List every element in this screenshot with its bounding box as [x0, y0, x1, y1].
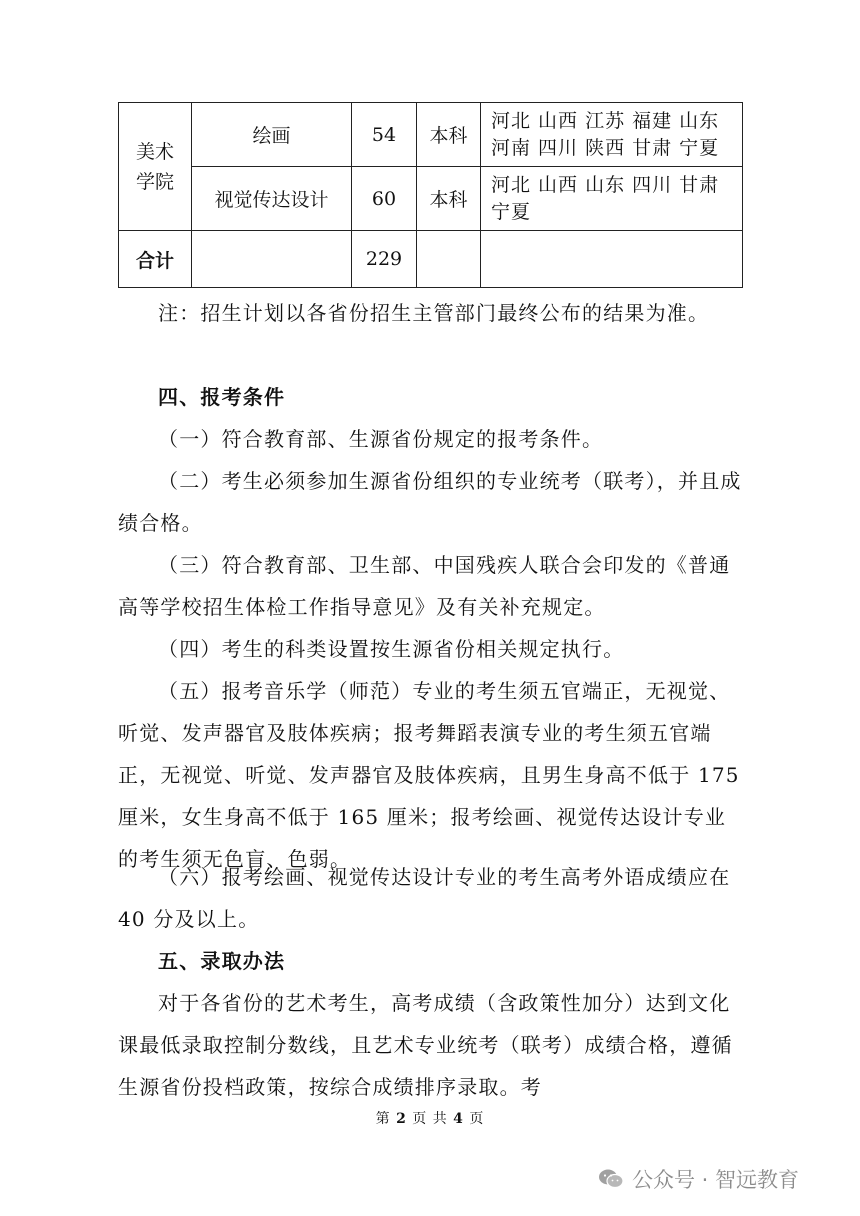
provinces-line: 河南 四川 陕西 甘肃 宁夏: [491, 136, 720, 159]
count-cell: 60: [352, 167, 417, 231]
condition-6: （六）报考绘画、视觉传达设计专业的考生高考外语成绩应在 40 分及以上。: [118, 865, 731, 931]
total-pages: 4: [453, 1111, 464, 1127]
page-mid: 页 共: [412, 1111, 448, 1127]
condition-4: （四）考生的科类设置按生源省份相关规定执行。: [158, 637, 625, 661]
provinces-cell: [481, 103, 743, 167]
condition-2: （二）考生必须参加生源省份组织的专业统考（联考），并且成绩合格。: [118, 469, 742, 535]
watermark: [598, 1164, 799, 1194]
current-page: 2: [396, 1111, 407, 1127]
section-heading-5: 五、录取办法: [158, 949, 286, 973]
table-total-row: [119, 231, 743, 288]
level-cell: 本科: [417, 103, 481, 167]
page-suffix: 页: [469, 1111, 485, 1127]
provinces-cell: [481, 167, 743, 231]
enrollment-table: [118, 102, 743, 288]
level-cell: 本科: [417, 167, 481, 231]
condition-1: （一）符合教育部、生源省份规定的报考条件。: [158, 427, 604, 451]
table-row: [119, 167, 743, 231]
college-name-line: 学院: [135, 170, 174, 193]
page-number: [0, 1108, 860, 1128]
college-cell: [119, 103, 192, 231]
condition-5: （五）报考音乐学（师范）专业的考生须五官端正，无视觉、听觉、发声器官及肢体疾病；报考舞蹈表演专业的考生须五官端正，无视觉、听觉、发声器官及肢体疾病，且男生身高不低于 175 厘米，女生身高不低于 165 厘米；报考绘画、视觉传达设计专业的考生须无色盲、色弱。: [118, 679, 740, 871]
table-row: [119, 103, 743, 167]
college-name-line: 美术: [135, 140, 174, 163]
condition-3: （三）符合教育部、卫生部、中国残疾人联合会印发的《普通高等学校招生体检工作指导意见》及有关补充规定。: [118, 553, 731, 619]
major-cell: 视觉传达设计: [192, 167, 352, 231]
provinces-line: 河北 山西 山东 四川 甘肃: [491, 173, 720, 196]
provinces-line: 宁夏: [491, 200, 532, 223]
empty-cell: [192, 231, 352, 288]
page-prefix: 第: [375, 1111, 391, 1127]
wechat-icon: [598, 1168, 624, 1190]
empty-cell: [481, 231, 743, 288]
provinces-line: 河北 山西 江苏 福建 山东: [491, 109, 720, 132]
major-cell: 绘画: [192, 103, 352, 167]
section-heading-4: 四、报考条件: [158, 385, 286, 409]
total-count-cell: 229: [352, 231, 417, 288]
total-label-cell: 合计: [119, 231, 192, 288]
count-cell: 54: [352, 103, 417, 167]
watermark-text: 公众号 · 智远教育: [632, 1168, 800, 1192]
empty-cell: [417, 231, 481, 288]
admission-paragraph: 对于各省份的艺术考生，高考成绩（含政策性加分）达到文化课最低录取控制分数线，且艺术专业统考（联考）成绩合格，遵循生源省份投档政策，按综合成绩排序录取。考: [118, 991, 733, 1099]
note-paragraph: 注：招生计划以各省份招生主管部门最终公布的结果为准。: [158, 301, 710, 325]
